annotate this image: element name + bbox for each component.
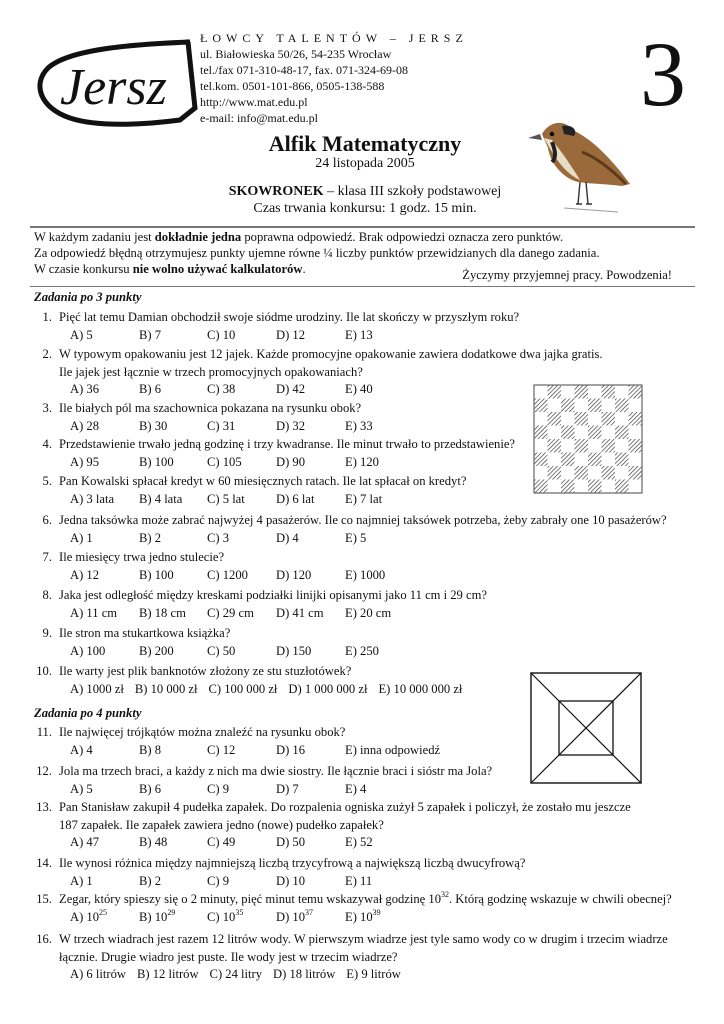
answer-option-a[interactable] bbox=[70, 381, 99, 399]
answer-options bbox=[70, 327, 690, 345]
answer-option-e[interactable] bbox=[346, 967, 401, 981]
answer-label: A) 4 bbox=[70, 742, 93, 757]
answer-option-a[interactable] bbox=[70, 418, 99, 436]
answer-option-e[interactable] bbox=[378, 682, 462, 696]
answer-option-b[interactable] bbox=[139, 643, 174, 661]
question-number: 4. bbox=[42, 437, 52, 451]
answer-label: C) 38 bbox=[207, 382, 236, 396]
hatched-square bbox=[534, 453, 548, 467]
question-number: 13. bbox=[36, 800, 52, 814]
question-text: W trzech wiadrach jest razem 12 litrów wody. W pierwszym wiadrze jest tyle samo wody co w drugim i trzecim wiadrze bbox=[59, 932, 668, 946]
question-number: 9. bbox=[42, 626, 52, 640]
answer-option-a[interactable] bbox=[70, 873, 93, 891]
answer-label: A) 1000 zł bbox=[70, 681, 124, 696]
hatched-square bbox=[548, 412, 562, 426]
answer-label: E) 33 bbox=[345, 418, 373, 433]
answer-option-c[interactable] bbox=[207, 909, 243, 927]
hatched-square bbox=[575, 466, 589, 480]
answer-options bbox=[70, 530, 690, 548]
duration: Czas trwania konkursu: 1 godz. 15 min. bbox=[253, 201, 477, 216]
question-14 bbox=[30, 855, 690, 890]
answer-option-b[interactable] bbox=[139, 418, 167, 436]
website-link[interactable]: http://www.mat.edu.pl bbox=[200, 95, 308, 109]
answer-option-b[interactable] bbox=[139, 530, 161, 548]
answer-label: D) 150 bbox=[276, 643, 312, 658]
question-number: 5. bbox=[42, 474, 52, 488]
question-text: Jedna taksówka może zabrać najwyżej 4 pasażerów. Ile co najmniej taksówek potrzeba, żeby zabrały one 10 pasażerów? bbox=[59, 513, 667, 527]
answer-label: E) 9 litrów bbox=[346, 967, 401, 981]
answer-label: C) 49 bbox=[207, 835, 236, 849]
answer-option-c[interactable] bbox=[207, 454, 242, 472]
answer-option-c[interactable] bbox=[207, 491, 245, 509]
question-text: Ile miesięcy trwa jedno stulecie? bbox=[59, 550, 225, 564]
answer-option-c[interactable] bbox=[207, 781, 229, 799]
answer-option-e[interactable] bbox=[345, 491, 382, 509]
question-number: 14. bbox=[36, 856, 52, 870]
answer-label: B) 100 bbox=[139, 567, 174, 582]
question-8 bbox=[30, 587, 690, 622]
answer-label: E) 11 bbox=[345, 873, 373, 888]
answer-label: E) inna odpowiedź bbox=[345, 742, 441, 757]
answer-option-d[interactable] bbox=[276, 742, 305, 760]
answer-label: D) 18 litrów bbox=[273, 967, 336, 981]
hatched-square bbox=[629, 466, 643, 480]
answer-option-a[interactable] bbox=[70, 327, 93, 345]
logo bbox=[30, 38, 200, 130]
divider-top bbox=[30, 226, 695, 228]
answer-options bbox=[70, 966, 690, 984]
hatched-square bbox=[588, 426, 602, 440]
answer-option-e[interactable] bbox=[345, 909, 381, 927]
answer-option-e[interactable] bbox=[345, 530, 366, 548]
answer-label: C) 29 cm bbox=[207, 605, 254, 620]
answer-option-b[interactable] bbox=[139, 327, 161, 345]
hatched-square bbox=[588, 399, 602, 413]
question-number: 2. bbox=[42, 347, 52, 361]
question-text: Ile warty jest plik banknotów złożony ze stu stuzłotówek? bbox=[59, 664, 352, 678]
answer-option-b[interactable] bbox=[139, 781, 161, 799]
address: ul. Białowieska 50/26, 54-235 Wrocław bbox=[200, 47, 392, 61]
question-text: W typowym opakowaniu jest 12 jajek. Każde promocyjne opakowanie zawiera dodatkowe dwa jajka gratis. bbox=[59, 347, 603, 361]
answer-label: D) 41 cm bbox=[276, 605, 324, 620]
contest-date: 24 listopada 2005 bbox=[315, 156, 415, 171]
contest-title: Alfik Matematyczny bbox=[268, 131, 462, 156]
answer-option-e[interactable] bbox=[345, 742, 440, 760]
wishes: Życzymy przyjemnej pracy. Powodzenia! bbox=[462, 268, 672, 282]
answer-option-b[interactable] bbox=[139, 381, 161, 399]
answer-label: A) 5 bbox=[70, 327, 93, 342]
hatched-square bbox=[615, 480, 629, 494]
answer-option-a[interactable] bbox=[70, 909, 107, 927]
answer-option-e[interactable] bbox=[345, 327, 373, 345]
answer-option-e[interactable] bbox=[345, 381, 373, 399]
question-16 bbox=[30, 931, 690, 984]
answer-option-b[interactable] bbox=[139, 567, 174, 585]
answer-option-a[interactable] bbox=[70, 682, 124, 696]
hatched-square bbox=[602, 466, 616, 480]
answer-option-d[interactable] bbox=[273, 967, 335, 981]
answer-label: D) 120 bbox=[276, 567, 312, 582]
section-heading-3pts: Zadania po 3 punkty bbox=[34, 290, 142, 304]
answer-option-b[interactable] bbox=[139, 742, 161, 760]
answer-option-d[interactable] bbox=[276, 834, 305, 852]
answer-label: E) 10 bbox=[345, 909, 373, 924]
answer-option-e[interactable] bbox=[345, 418, 373, 436]
answer-label: B) 18 cm bbox=[139, 605, 186, 620]
answer-option-c[interactable] bbox=[207, 605, 254, 623]
answer-label: D) 16 bbox=[276, 742, 306, 757]
answer-option-b[interactable] bbox=[139, 834, 167, 852]
section-heading-4pts: Zadania po 4 punkty bbox=[34, 706, 142, 720]
answer-option-d[interactable] bbox=[276, 605, 324, 623]
category-class: – klasa III szkoły podstawowej bbox=[323, 184, 502, 199]
hatched-square bbox=[629, 439, 643, 453]
answer-label: A) 1 bbox=[70, 530, 93, 545]
question-number: 7. bbox=[42, 550, 52, 564]
answer-label: E) 10 000 000 zł bbox=[378, 681, 463, 696]
answer-option-a[interactable] bbox=[70, 567, 99, 585]
hatched-square bbox=[575, 385, 589, 399]
question-number: 10. bbox=[36, 664, 52, 678]
answer-option-d[interactable] bbox=[276, 781, 299, 799]
answer-option-a[interactable] bbox=[70, 781, 93, 799]
hatched-square bbox=[534, 480, 548, 494]
answer-option-b[interactable] bbox=[139, 491, 182, 509]
question-text: Jaka jest odległość między kreskami podziałki linijki opisanymi jako 11 cm i 29 cm? bbox=[59, 588, 487, 602]
answer-label: C) 105 bbox=[207, 454, 242, 469]
answer-label: C) 3 bbox=[207, 530, 230, 545]
answer-label: E) 4 bbox=[345, 781, 367, 796]
answer-label: C) 9 bbox=[207, 873, 230, 888]
hatched-square bbox=[561, 480, 575, 494]
answer-label: D) 12 bbox=[276, 327, 306, 342]
question-number: 3. bbox=[42, 401, 52, 415]
answer-options bbox=[70, 834, 690, 852]
hatched-square bbox=[561, 399, 575, 413]
chessboard-figure bbox=[533, 384, 645, 500]
answer-label: B) 6 bbox=[139, 382, 162, 396]
answer-label: A) 47 bbox=[70, 835, 100, 849]
hatched-square bbox=[602, 439, 616, 453]
question-number: 1. bbox=[42, 310, 52, 324]
answer-label: A) 28 bbox=[70, 418, 100, 433]
bird-illustration bbox=[522, 112, 634, 222]
question-text: Ile najwięcej trójkątów można znaleźć na rysunku obok? bbox=[59, 725, 346, 739]
answer-label: B) 2 bbox=[139, 873, 162, 888]
answer-option-d[interactable] bbox=[276, 381, 305, 399]
text: . bbox=[302, 262, 306, 276]
answer-option-d[interactable] bbox=[276, 327, 305, 345]
question-number: 11. bbox=[36, 725, 52, 739]
answer-label: B) 6 bbox=[139, 781, 162, 796]
triangles-figure bbox=[530, 672, 644, 790]
answer-label: A) 12 bbox=[70, 567, 100, 582]
logo-text: Jersz bbox=[60, 59, 167, 116]
answer-label: D) 6 lat bbox=[276, 491, 315, 506]
answer-label: D) 32 bbox=[276, 418, 306, 433]
answer-label: B) 8 bbox=[139, 742, 162, 757]
text: W każdym zadaniu jest bbox=[34, 230, 155, 244]
answer-label: D) 4 bbox=[276, 530, 299, 545]
question-number: 6. bbox=[42, 513, 52, 527]
answer-label: E) 120 bbox=[345, 454, 379, 469]
hatched-square bbox=[588, 480, 602, 494]
answer-label: D) 42 bbox=[276, 382, 306, 396]
answer-options bbox=[70, 873, 690, 891]
answer-label: B) 7 bbox=[139, 327, 162, 342]
answer-option-a[interactable] bbox=[70, 967, 126, 981]
answer-option-b[interactable] bbox=[135, 682, 198, 696]
answer-label: E) 7 lat bbox=[345, 491, 383, 506]
exponent: 25 bbox=[99, 907, 108, 917]
answer-option-b[interactable] bbox=[139, 605, 186, 623]
answer-label: B) 48 bbox=[139, 835, 168, 849]
hatched-square bbox=[588, 453, 602, 467]
question-text: Przedstawienie trwało jedną godzinę i trzy kwadranse. Ile minut trwało to przedstawienie? bbox=[59, 437, 516, 451]
question-15 bbox=[30, 891, 690, 926]
hatched-square bbox=[575, 439, 589, 453]
question-text: Ile stron ma stukartkowa książka? bbox=[59, 626, 231, 640]
answer-label: B) 2 bbox=[139, 530, 162, 545]
answer-label: E) 5 bbox=[345, 530, 367, 545]
answer-label: C) 5 lat bbox=[207, 491, 245, 506]
answer-option-a[interactable] bbox=[70, 605, 117, 623]
page-number: 3 bbox=[640, 23, 686, 125]
question-6 bbox=[30, 512, 690, 547]
answer-label: A) 6 litrów bbox=[70, 967, 126, 981]
answer-option-b[interactable] bbox=[139, 454, 174, 472]
answer-label: A) 1 bbox=[70, 873, 93, 888]
answer-label: C) 31 bbox=[207, 418, 236, 433]
answer-label: A) 5 bbox=[70, 781, 93, 796]
exponent: 29 bbox=[167, 907, 176, 917]
answer-label: C) 9 bbox=[207, 781, 230, 796]
answer-option-c[interactable] bbox=[207, 742, 235, 760]
answer-label: B) 12 litrów bbox=[136, 967, 199, 981]
exponent: 32 bbox=[441, 890, 449, 899]
question-9 bbox=[30, 625, 690, 660]
answer-label: C) 1200 bbox=[207, 567, 248, 582]
answer-option-d[interactable] bbox=[276, 418, 305, 436]
answer-option-c[interactable] bbox=[207, 567, 248, 585]
answer-option-c[interactable] bbox=[207, 327, 235, 345]
category-name: SKOWRONEK bbox=[228, 184, 324, 199]
hatched-square bbox=[629, 412, 643, 426]
answer-option-b[interactable] bbox=[139, 909, 175, 927]
question-text: Pan Kowalski spłacał kredyt w 60 miesięcznych ratach. Ile lat spłacał on kredyt? bbox=[59, 474, 467, 488]
answer-option-c[interactable] bbox=[207, 643, 235, 661]
answer-label: C) 10 bbox=[207, 909, 236, 924]
answer-label: B) 100 bbox=[139, 454, 174, 469]
question-1 bbox=[30, 309, 690, 344]
hatched-square bbox=[602, 412, 616, 426]
answer-option-d[interactable] bbox=[276, 909, 313, 927]
answer-option-a[interactable] bbox=[70, 742, 93, 760]
question-number: 16. bbox=[36, 932, 52, 946]
answer-option-c[interactable] bbox=[207, 834, 235, 852]
answer-option-a[interactable] bbox=[70, 834, 99, 852]
hatched-square bbox=[534, 426, 548, 440]
answer-label: A) 95 bbox=[70, 454, 100, 469]
answer-option-e[interactable] bbox=[345, 834, 373, 852]
hatched-square bbox=[629, 385, 643, 399]
exponent: 35 bbox=[235, 907, 244, 917]
answer-label: D) 1 000 000 zł bbox=[288, 681, 368, 696]
answer-option-e[interactable] bbox=[345, 454, 379, 472]
email-link[interactable]: e-mail: info@mat.edu.pl bbox=[200, 111, 319, 125]
answer-label: E) 13 bbox=[345, 327, 373, 342]
phone-fax: tel./fax 071-310-48-17, fax. 071-324-69-08 bbox=[200, 63, 408, 77]
exponent: 39 bbox=[372, 907, 381, 917]
answer-label: B) 10 bbox=[139, 909, 168, 924]
answer-option-a[interactable] bbox=[70, 491, 114, 509]
question-text: łącznie. Drugie wiadro jest puste. Ile wody jest w trzecim wiadrze? bbox=[59, 949, 398, 964]
answer-option-e[interactable] bbox=[345, 873, 372, 891]
answer-label: E) 1000 bbox=[345, 567, 386, 582]
question-text: 187 zapałek. Ile zapałek zawiera jedno (nowe) pudełko zapałek? bbox=[59, 817, 384, 832]
hatched-square bbox=[602, 385, 616, 399]
mobile-phone: tel.kom. 0501-101-866, 0505-138-588 bbox=[200, 79, 385, 93]
exponent: 37 bbox=[305, 907, 314, 917]
answer-option-d[interactable] bbox=[276, 567, 311, 585]
hatched-square bbox=[534, 399, 548, 413]
answer-label: D) 10 bbox=[276, 909, 306, 924]
text: W czasie konkursu bbox=[34, 262, 133, 276]
text: . Którą godzinę wskazuje w chwili obecnej? bbox=[449, 892, 672, 906]
answer-option-e[interactable] bbox=[345, 605, 391, 623]
hatched-square bbox=[615, 399, 629, 413]
answer-label: D) 7 bbox=[276, 781, 299, 796]
question-text bbox=[59, 891, 690, 909]
question-7 bbox=[30, 549, 690, 584]
hatched-square bbox=[548, 466, 562, 480]
hatched-square bbox=[548, 439, 562, 453]
answer-label: E) 52 bbox=[345, 835, 373, 849]
question-text: Ile jajek jest łącznie w trzech promocyjnych opakowaniach? bbox=[59, 364, 363, 379]
instructions-line-3 bbox=[34, 261, 306, 277]
answer-options bbox=[70, 605, 690, 623]
answer-option-d[interactable] bbox=[276, 454, 305, 472]
hatched-square bbox=[561, 453, 575, 467]
answer-label: B) 30 bbox=[139, 418, 168, 433]
text: poprawna odpowiedź. Brak odpowiedzi oznacza zero punktów. bbox=[241, 230, 564, 244]
answer-label: B) 4 lata bbox=[139, 491, 183, 506]
hatched-square bbox=[615, 426, 629, 440]
answer-option-d[interactable] bbox=[276, 491, 314, 509]
answer-option-a[interactable] bbox=[70, 530, 93, 548]
answer-label: A) 3 lata bbox=[70, 491, 115, 506]
answer-option-b[interactable] bbox=[137, 967, 199, 981]
answer-option-d[interactable] bbox=[288, 682, 367, 696]
answer-label: D) 10 bbox=[276, 873, 306, 888]
text: Zegar, który spieszy się o 2 minuty, pięć minut temu wskazywał godzinę 10 bbox=[59, 892, 441, 906]
answer-options bbox=[70, 567, 690, 585]
answer-option-c[interactable] bbox=[207, 418, 235, 436]
answer-option-a[interactable] bbox=[70, 643, 105, 661]
answer-option-c[interactable] bbox=[209, 682, 278, 696]
answer-option-e[interactable] bbox=[345, 781, 366, 799]
answer-label: B) 200 bbox=[139, 643, 174, 658]
hatched-square bbox=[561, 426, 575, 440]
answer-label: C) 10 bbox=[207, 327, 236, 342]
hatched-square bbox=[575, 412, 589, 426]
answer-label: C) 50 bbox=[207, 643, 236, 658]
instructions-line-1 bbox=[34, 229, 563, 245]
answer-option-e[interactable] bbox=[345, 643, 379, 661]
answer-option-c[interactable] bbox=[210, 967, 262, 981]
answer-options bbox=[70, 909, 690, 927]
org-name: ŁOWCY TALENTÓW – JERSZ bbox=[200, 31, 468, 45]
answer-label: C) 24 litry bbox=[209, 967, 263, 981]
hatched-square bbox=[548, 385, 562, 399]
answer-label: E) 250 bbox=[345, 643, 379, 658]
question-13 bbox=[30, 799, 690, 852]
answer-label: D) 50 bbox=[276, 835, 306, 849]
question-text: Pięć lat temu Damian obchodził swoje siódme urodziny. Ile lat skończy w przyszłym roku? bbox=[59, 310, 520, 324]
answer-label: C) 100 000 zł bbox=[208, 681, 278, 696]
answer-label: A) 10 bbox=[70, 909, 100, 924]
question-number: 8. bbox=[42, 588, 52, 602]
answer-label: A) 36 bbox=[70, 382, 100, 396]
hatched-square bbox=[615, 453, 629, 467]
answer-label: D) 90 bbox=[276, 454, 306, 469]
emphasis: dokładnie jedna bbox=[154, 230, 242, 244]
answer-option-d[interactable] bbox=[276, 530, 299, 548]
emphasis: nie wolno używać kalkulatorów bbox=[132, 262, 303, 276]
answer-option-e[interactable] bbox=[345, 567, 385, 585]
answer-option-b[interactable] bbox=[139, 873, 161, 891]
question-number: 15. bbox=[36, 892, 52, 906]
answer-label: E) 40 bbox=[345, 382, 373, 396]
category bbox=[220, 184, 510, 200]
question-number: 12. bbox=[36, 764, 52, 778]
question-text: Jola ma trzech braci, a każdy z nich ma dwie siostry. Ile łącznie braci i sióstr ma Jola? bbox=[59, 764, 493, 778]
divider-bottom bbox=[30, 286, 695, 287]
answer-option-c[interactable] bbox=[207, 873, 229, 891]
answer-label: E) 20 cm bbox=[345, 605, 392, 620]
answer-option-d[interactable] bbox=[276, 643, 311, 661]
answer-option-d[interactable] bbox=[276, 873, 305, 891]
instructions-line-2: Za odpowiedź błędną otrzymujesz punkty ujemne równe ¼ liczby punktów przewidzianych dla danego zadania. bbox=[34, 246, 600, 260]
question-text: Pan Stanisław zakupił 4 pudełka zapałek. Do rozpalenia ogniska zużył 5 zapałek i policzył, że zostało mu jeszcze bbox=[59, 800, 631, 814]
answer-label: A) 100 bbox=[70, 643, 106, 658]
answer-label: B) 10 000 zł bbox=[134, 681, 198, 696]
answer-option-c[interactable] bbox=[207, 381, 235, 399]
answer-label: C) 12 bbox=[207, 742, 236, 757]
answer-option-a[interactable] bbox=[70, 454, 99, 472]
answer-option-c[interactable] bbox=[207, 530, 229, 548]
answer-options bbox=[70, 643, 690, 661]
question-text: Ile białych pól ma szachownica pokazana na rysunku obok? bbox=[59, 401, 362, 415]
question-text: Ile wynosi różnica między najmniejszą liczbą trzycyfrową a największą liczbą dwucyfrową? bbox=[59, 856, 526, 870]
answer-label: A) 11 cm bbox=[70, 605, 118, 620]
